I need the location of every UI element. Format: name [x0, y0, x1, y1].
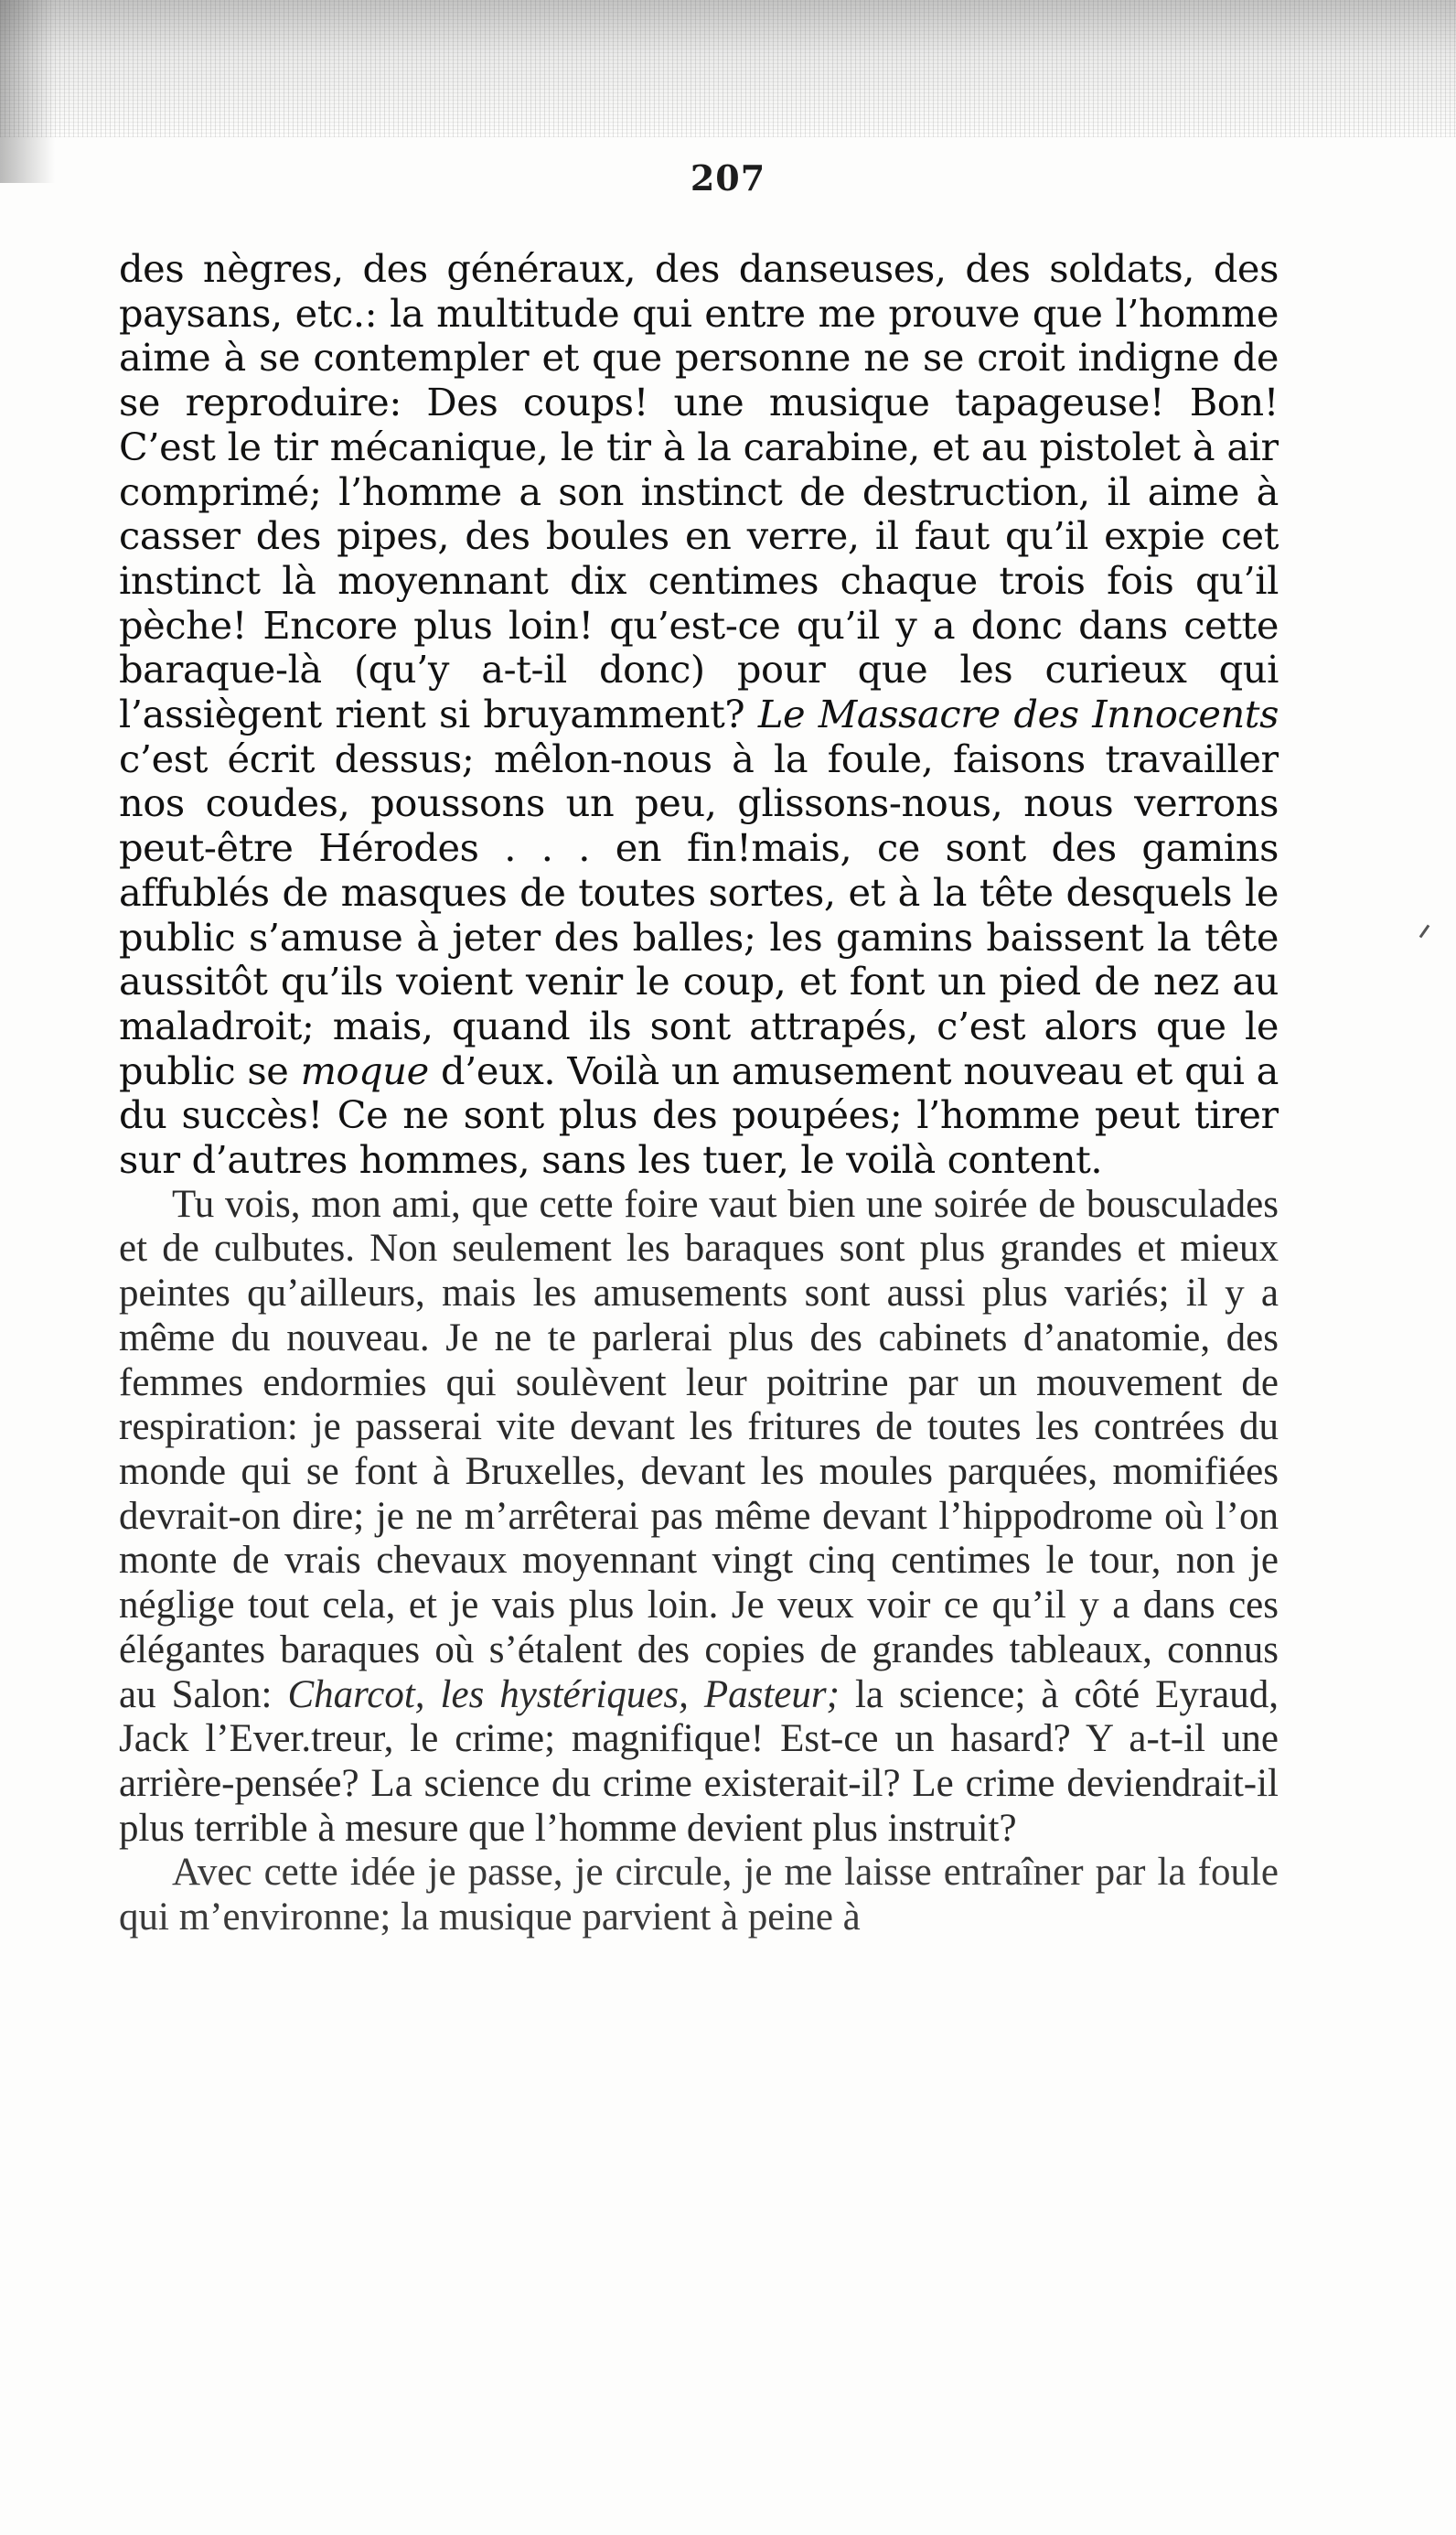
- stray-pen-mark: [1419, 925, 1430, 939]
- title-italic-massacre: Le Massacre des Innocents: [757, 692, 1279, 737]
- italic-charcot-pasteur: Charcot, les hystériques, Pasteur;: [287, 1672, 840, 1716]
- page-number: 207: [690, 157, 766, 199]
- paragraph-3-text: Avec cette idée je passe, je circule, je me laisse entraîner par la foule qui m’environne; la musique parvient à peine à: [119, 1851, 1279, 1939]
- paragraph-1-text: des nègres, des généraux, des danseuses, des soldats, des paysans, etc.: la multitude qui entre me prouve que l’homme aime à se contempler et que personne ne se croit indigne de se reproduire: Des coups! une musique tapageuse! Bon! C’est le tir mécanique, le tir à la carabine, et au pistolet à air comprimé; l’homme a son instinct de destruction, il aime à casser des pipes, des boules en verre, il faut qu’il expie cet instinct là moyennant dix centimes chaque trois fois qu’il pèche! Encore plus loin! qu’est-ce qu’il y a donc dans cette baraque-là (qu’y a-t-il donc) pour que les curieux qui l’assiègent rient si bruyamment?: [119, 247, 1279, 737]
- paragraph-1-continuation: c’est écrit dessus; mêlon-nous à la foule, faisons travailler nos coudes, poussons un peu, glissons-nous, nous verrons peut-être Hérodes . . . en fin!mais, ce sont des gamins affublés de masques de toutes sortes, et à la tête desquels le public s’amuse à jeter des balles; les gamins baissent la tête aussitôt qu’ils voient venir le coup, et font un pied de nez au maladroit; mais, quand ils sont attrapés, c’est alors que le public se: [119, 736, 1279, 1093]
- body-text: [119, 247, 1279, 2223]
- scan-shadow-left: [0, 0, 55, 183]
- paragraph-2-end: la science; à côté Eyraud, Jack l’Ever.treur, le crime; magnifique! Est-ce un hasard? Y a-t-il une arrière-pensée? La science du crime existerait-il? Le crime deviendrait-il plus terrible à mesure que l’homme devient plus instruit?: [119, 1672, 1279, 1850]
- paragraph-1: [119, 247, 1279, 1183]
- paragraph-1-end: d’eux. Voilà un amusement nouveau et qui a du succès! Ce ne sont plus des poupées; l’homme peut tirer sur d’autres hommes, sans les tuer, le voilà content.: [119, 1047, 1279, 1183]
- scan-noise-top: [0, 0, 1456, 137]
- paragraph-3: [119, 1851, 1279, 1939]
- word-italic-moque: moque: [300, 1047, 429, 1093]
- paragraph-2: [119, 1183, 1279, 1852]
- paragraph-2-text: Tu vois, mon ami, que cette foire vaut bien une soirée de bousculades et de culbutes. Non seulement les baraques sont plus grandes et mieux peintes qu’ailleurs, mais les amusements sont aussi plus variés; il y a même du nouveau. Je ne te parlerai plus des cabinets d’anatomie, des femmes endormies qui soulèvent leur poitrine par un mouvement de respiration: je passerai vite devant les fritures de toutes les contrées du monde qui se font à Bruxelles, devant les moules parquées, momifiées devrait-on dire; je ne m’arrêterai pas même devant l’hippodrome où l’on monte de vrais chevaux moyennant vingt cinq centimes le tour, non je néglige tout cela, et je vais plus loin. Je veux voir ce qu’il y a dans ces élégantes baraques où s’étalent des copies de grandes tableaux, connus au Salon:: [119, 1182, 1279, 1716]
